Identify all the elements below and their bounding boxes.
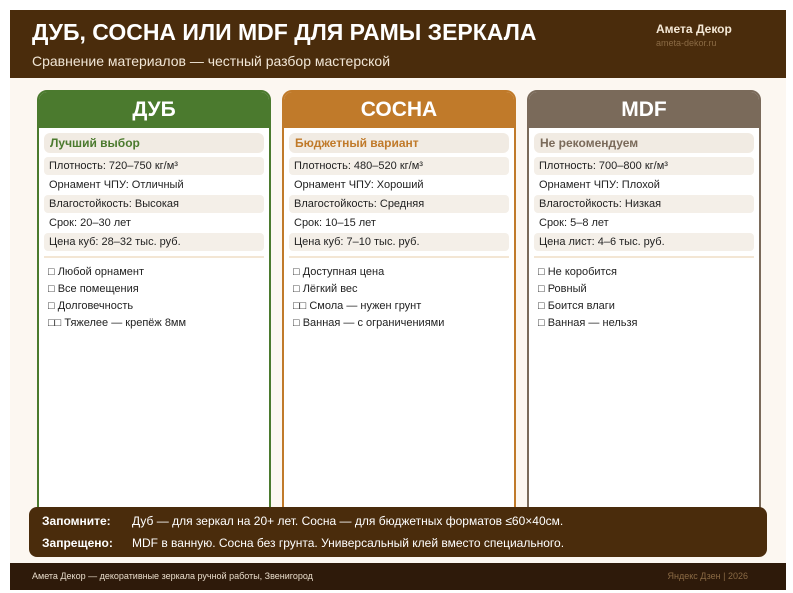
spec-row: Срок: 10–15 лет xyxy=(294,217,376,229)
spec-row: Влагостойкость: Средняя xyxy=(289,195,509,213)
page xyxy=(10,10,786,590)
spec-row: Орнамент ЧПУ: Плохой xyxy=(539,179,660,191)
bullet-item: □ Все помещения xyxy=(48,283,139,295)
brand-site: ameta-dekor.ru xyxy=(656,38,717,48)
note-label: Запомните: xyxy=(42,514,111,528)
card-badge: Лучший выбор xyxy=(44,133,264,153)
bullet-item: □ Ровный xyxy=(538,283,587,295)
bullet-item: □□ Тяжелее — крепёж 8мм xyxy=(48,317,187,329)
spec-row: Цена лист: 4–6 тыс. руб. xyxy=(534,233,754,251)
card-badge: Не рекомендуем xyxy=(534,133,754,153)
bullet-item: □ Любой орнамент xyxy=(48,266,145,278)
footer xyxy=(10,563,786,590)
spec-row: Срок: 5–8 лет xyxy=(539,217,609,229)
bullet-item: □ Боится влаги xyxy=(538,300,615,312)
card-title: ДУБ xyxy=(39,92,269,128)
spec-row: Плотность: 480–520 кг/м³ xyxy=(289,157,509,175)
spec-row: Влагостойкость: Высокая xyxy=(44,195,264,213)
material-card xyxy=(282,90,516,520)
spec-row: Цена куб: 7–10 тыс. руб. xyxy=(289,233,509,251)
spec-row: Орнамент ЧПУ: Отличный xyxy=(49,179,184,191)
page-title: ДУБ, СОСНА ИЛИ MDF ДЛЯ РАМЫ ЗЕРКАЛА xyxy=(32,19,537,45)
spec-row: Плотность: 700–800 кг/м³ xyxy=(534,157,754,175)
brand-name: Амета Декор xyxy=(656,22,732,36)
spec-row: Цена куб: 28–32 тыс. руб. xyxy=(44,233,264,251)
material-card xyxy=(37,90,271,520)
note-text: MDF в ванную. Сосна без грунта. Универсальный клей вместо специального. xyxy=(132,536,565,550)
bullet-item: □ Доступная цена xyxy=(293,266,385,278)
material-card xyxy=(527,90,761,520)
divider xyxy=(44,256,264,258)
bullet-item: □ Ванная — нельзя xyxy=(538,317,638,329)
bullet-item: □□ Смола — нужен грунт xyxy=(293,300,422,312)
spec-row: Плотность: 720–750 кг/м³ xyxy=(44,157,264,175)
note-text: Дуб — для зеркал на 20+ лет. Сосна — для бюджетных форматов ≤60×40см. xyxy=(132,514,564,528)
spec-row: Влагостойкость: Низкая xyxy=(534,195,754,213)
notes-box xyxy=(29,507,767,557)
footer-right: Яндекс Дзен | 2026 xyxy=(667,571,748,581)
spec-row: Срок: 20–30 лет xyxy=(49,217,131,229)
spec-row: Орнамент ЧПУ: Хороший xyxy=(294,179,424,191)
page-subtitle: Сравнение материалов — честный разбор мастерской xyxy=(32,53,391,69)
divider xyxy=(289,256,509,258)
bullet-item: □ Долговечность xyxy=(48,300,134,312)
header xyxy=(10,10,786,78)
bullet-item: □ Ванная — с ограничениями xyxy=(293,317,445,329)
bullet-item: □ Не коробится xyxy=(538,266,617,278)
footer-left: Амета Декор — декоративные зеркала ручной работы, Звенигород xyxy=(32,571,313,581)
card-title: СОСНА xyxy=(284,92,514,128)
card-title: MDF xyxy=(529,92,759,128)
divider xyxy=(534,256,754,258)
note-label: Запрещено: xyxy=(42,536,113,550)
bullet-item: □ Лёгкий вес xyxy=(293,283,358,295)
card-badge: Бюджетный вариант xyxy=(289,133,509,153)
